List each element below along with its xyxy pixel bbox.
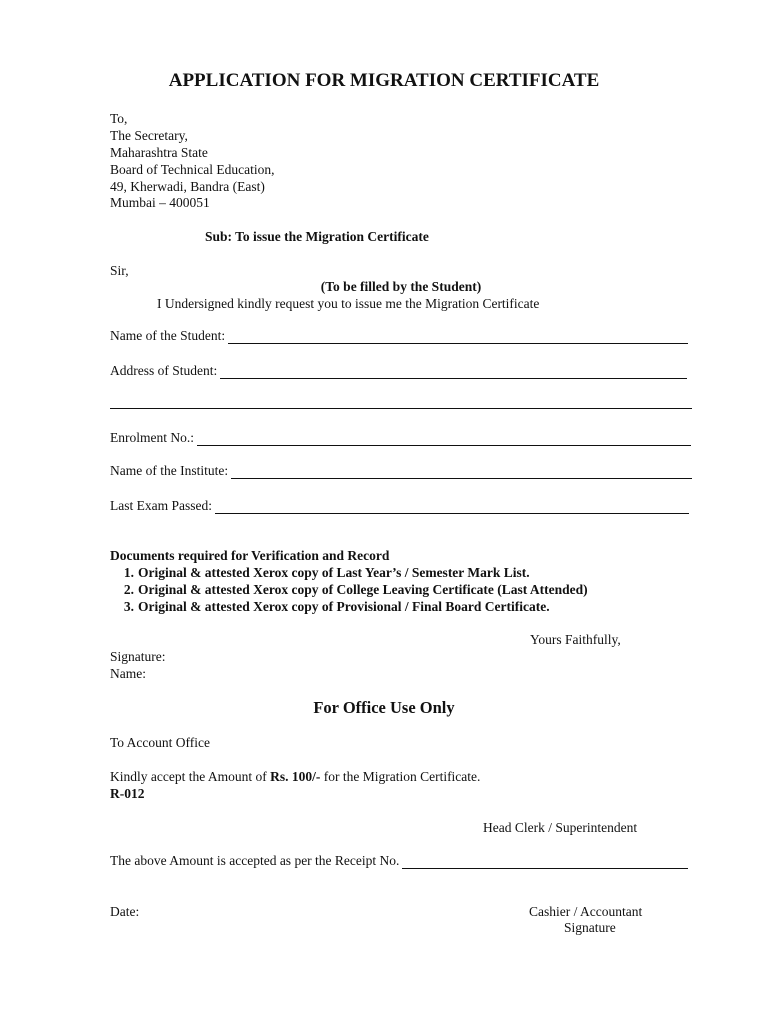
name-label: Name:	[110, 666, 146, 681]
institute-line[interactable]	[231, 464, 692, 479]
to-account-office: To Account Office	[110, 735, 211, 750]
document-item-text: Original & attested Xerox copy of College Leaving Certificate (Last Attended)	[138, 582, 588, 597]
student-name-line[interactable]	[228, 329, 688, 344]
enrolment-field[interactable]	[110, 429, 691, 446]
document-item-number: 3.	[123, 599, 134, 614]
address-line-1: The Secretary,	[110, 128, 188, 143]
salutation: Sir,	[110, 263, 129, 278]
accept-amount-text	[110, 768, 480, 785]
student-address-line-2[interactable]	[110, 394, 692, 409]
student-address-label: Address of Student:	[110, 363, 218, 378]
filled-by-note: (To be filled by the Student)	[320, 279, 482, 294]
institute-label: Name of the Institute:	[110, 463, 229, 478]
address-line-2: Maharashtra State	[110, 145, 208, 160]
address-line-4: 49, Kherwadi, Bandra (East)	[110, 179, 265, 194]
document-item-number: 1.	[123, 565, 134, 580]
accept-suffix: for the Migration Certificate.	[320, 769, 481, 784]
last-exam-line[interactable]	[215, 499, 689, 514]
document-item	[110, 564, 530, 581]
receipt-label: The above Amount is accepted as per the Receipt No.	[110, 853, 400, 868]
closing-text: Yours Faithfully,	[530, 632, 621, 647]
address-line-3: Board of Technical Education,	[110, 162, 275, 177]
document-item	[110, 581, 588, 598]
office-use-title: For Office Use Only	[313, 698, 455, 717]
cashier-label: Cashier / Accountant	[529, 904, 643, 919]
documents-heading: Documents required for Verification and Record	[110, 548, 390, 563]
enrolment-line[interactable]	[197, 431, 691, 446]
accept-prefix: Kindly accept the Amount of	[110, 769, 271, 784]
student-name-field[interactable]	[110, 327, 688, 344]
document-item	[110, 598, 550, 615]
document-item-text: Original & attested Xerox copy of Provisional / Final Board Certificate.	[138, 599, 550, 614]
request-text: I Undersigned kindly request you to issue me the Migration Certificate	[157, 296, 540, 311]
institute-field[interactable]	[110, 462, 692, 479]
last-exam-label: Last Exam Passed:	[110, 498, 212, 513]
subject-line: Sub: To issue the Migration Certificate	[205, 229, 429, 244]
receipt-field[interactable]	[110, 852, 688, 869]
page-title: APPLICATION FOR MIGRATION CERTIFICATE	[168, 70, 600, 91]
document-item-number: 2.	[123, 582, 134, 597]
head-clerk-label: Head Clerk / Superintendent	[483, 820, 638, 835]
last-exam-field[interactable]	[110, 497, 689, 514]
document-item-text: Original & attested Xerox copy of Last Year’s / Semester Mark List.	[138, 565, 530, 580]
enrolment-label: Enrolment No.:	[110, 430, 194, 445]
cashier-signature-label: Signature	[564, 920, 616, 935]
student-address-field[interactable]	[110, 362, 687, 379]
form-code: R-012	[110, 786, 145, 801]
address-to: To,	[110, 111, 128, 126]
receipt-line[interactable]	[402, 854, 688, 869]
address-line-5: Mumbai – 400051	[110, 195, 210, 210]
signature-label: Signature:	[110, 649, 166, 664]
date-label: Date:	[110, 904, 140, 919]
student-name-label: Name of the Student:	[110, 328, 226, 343]
student-address-line[interactable]	[220, 364, 687, 379]
amount-value: Rs. 100/-	[270, 769, 321, 784]
